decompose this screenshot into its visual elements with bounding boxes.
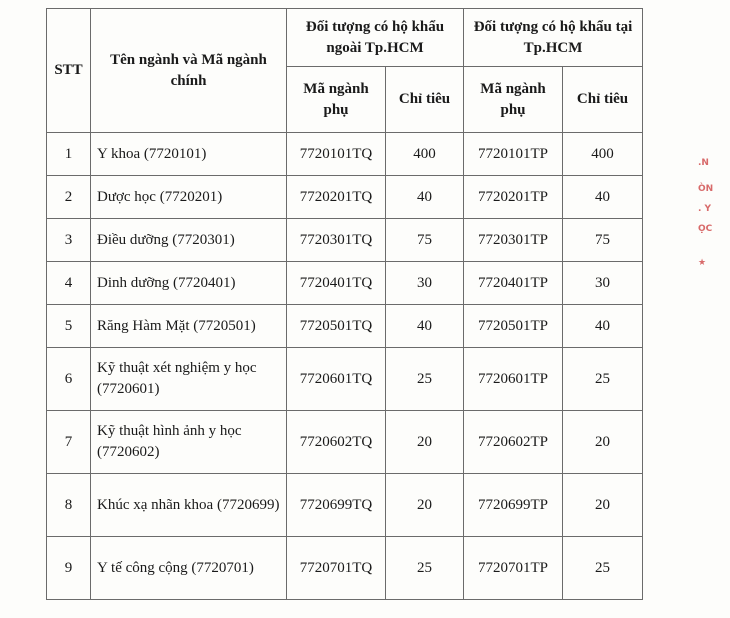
cell-quota-inside: 20 [563,474,643,537]
cell-name: Điều dưỡng (7720301) [91,219,287,262]
cell-code-outside: 7720501TQ [287,305,386,348]
cell-stt: 4 [47,262,91,305]
stamp-fragment: . Y [698,204,712,214]
cell-stt: 8 [47,474,91,537]
cell-quota-outside: 40 [386,176,464,219]
cell-quota-inside: 40 [563,176,643,219]
cell-name: Răng Hàm Mặt (7720501) [91,305,287,348]
cell-code-inside: 7720602TP [464,411,563,474]
cell-quota-inside: 20 [563,411,643,474]
stamp-fragment: ỌC [698,224,713,234]
cell-quota-outside: 75 [386,219,464,262]
cell-code-outside: 7720101TQ [287,133,386,176]
cell-code-inside: 7720401TP [464,262,563,305]
cell-quota-outside: 25 [386,537,464,600]
cell-quota-outside: 20 [386,474,464,537]
cell-code-outside: 7720601TQ [287,348,386,411]
cell-name: Khúc xạ nhãn khoa (7720699) [91,474,287,537]
cell-quota-outside: 400 [386,133,464,176]
table-row [47,262,643,305]
cell-quota-outside: 40 [386,305,464,348]
table-row [47,348,643,411]
header-group-outside: Đối tượng có hộ khẩu ngoài Tp.HCM [287,9,464,67]
cell-stt: 9 [47,537,91,600]
quota-table [46,8,643,600]
cell-name: Dược học (7720201) [91,176,287,219]
header-group-inside: Đối tượng có hộ khẩu tại Tp.HCM [464,9,643,67]
header-quota-inside: Chỉ tiêu [563,67,643,133]
cell-name: Y khoa (7720101) [91,133,287,176]
cell-quota-outside: 30 [386,262,464,305]
cell-stt: 6 [47,348,91,411]
header-name: Tên ngành và Mã ngành chính [91,9,287,133]
cell-code-inside: 7720601TP [464,348,563,411]
cell-quota-outside: 25 [386,348,464,411]
table-row [47,219,643,262]
stamp-fragment: .N [698,158,709,168]
cell-stt: 1 [47,133,91,176]
cell-quota-inside: 25 [563,537,643,600]
table-row [47,537,643,600]
header-sub-code-inside: Mã ngành phụ [464,67,563,133]
cell-code-outside: 7720699TQ [287,474,386,537]
cell-code-outside: 7720701TQ [287,537,386,600]
cell-quota-inside: 400 [563,133,643,176]
cell-stt: 5 [47,305,91,348]
cell-code-inside: 7720301TP [464,219,563,262]
stamp-fragment: ★ [698,258,707,268]
cell-code-outside: 7720602TQ [287,411,386,474]
header-sub-code-outside: Mã ngành phụ [287,67,386,133]
cell-quota-inside: 40 [563,305,643,348]
cell-name: Kỹ thuật hình ảnh y học (7720602) [91,411,287,474]
cell-stt: 7 [47,411,91,474]
cell-quota-inside: 30 [563,262,643,305]
table-row [47,305,643,348]
cell-quota-outside: 20 [386,411,464,474]
cell-code-inside: 7720701TP [464,537,563,600]
cell-stt: 3 [47,219,91,262]
table-row [47,411,643,474]
cell-name: Dinh dưỡng (7720401) [91,262,287,305]
cell-code-outside: 7720201TQ [287,176,386,219]
cell-code-outside: 7720401TQ [287,262,386,305]
stamp-fragment: ÒN [698,184,714,194]
table-row [47,176,643,219]
cell-code-inside: 7720101TP [464,133,563,176]
cell-name: Kỹ thuật xét nghiệm y học (7720601) [91,348,287,411]
cell-code-inside: 7720201TP [464,176,563,219]
cell-name: Y tế công cộng (7720701) [91,537,287,600]
cell-code-inside: 7720699TP [464,474,563,537]
cell-quota-inside: 25 [563,348,643,411]
table-row [47,133,643,176]
header-stt: STT [47,9,91,133]
cell-quota-inside: 75 [563,219,643,262]
cell-code-outside: 7720301TQ [287,219,386,262]
table-row [47,474,643,537]
cell-stt: 2 [47,176,91,219]
cell-code-inside: 7720501TP [464,305,563,348]
header-quota-outside: Chỉ tiêu [386,67,464,133]
